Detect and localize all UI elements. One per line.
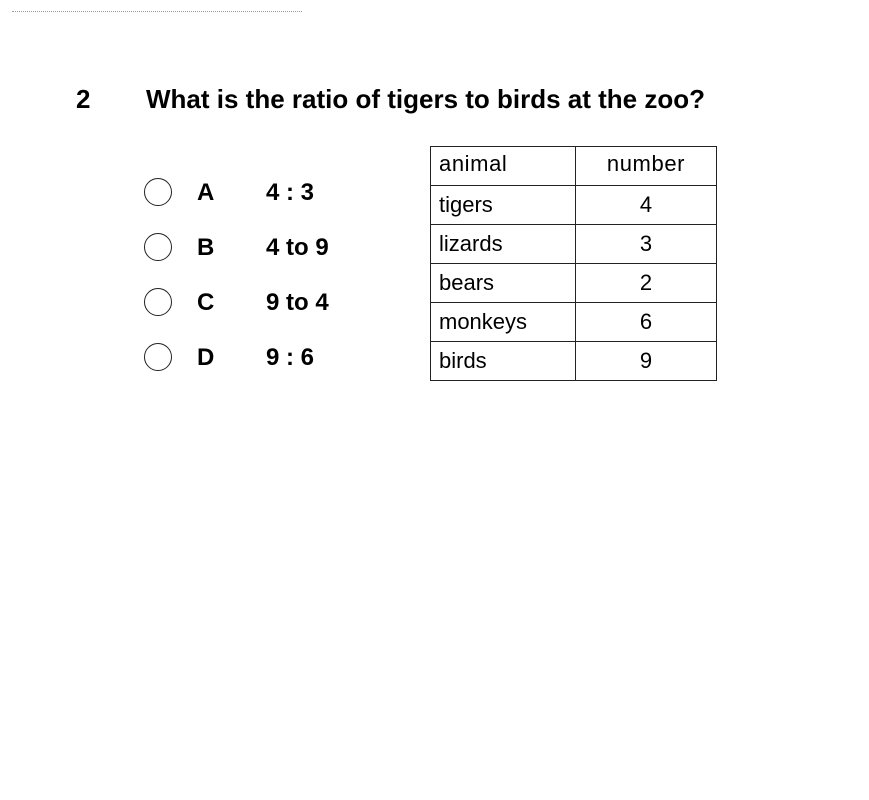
cell-animal: bears xyxy=(431,264,576,303)
cell-animal: tigers xyxy=(431,186,576,225)
table-row xyxy=(431,225,717,264)
table-row xyxy=(431,264,717,303)
answer-bubble-c[interactable] xyxy=(144,288,172,316)
table-header-row xyxy=(431,147,717,186)
choice-value-c: 9 to 4 xyxy=(266,289,329,316)
header-number: number xyxy=(576,147,717,186)
table-row xyxy=(431,342,717,381)
choice-letter-c: C xyxy=(197,289,215,316)
choice-letter-d: D xyxy=(197,344,215,371)
choice-d[interactable] xyxy=(144,342,374,376)
cell-animal: lizards xyxy=(431,225,576,264)
header-divider xyxy=(12,11,302,12)
choice-b[interactable] xyxy=(144,232,374,266)
cell-number: 4 xyxy=(576,186,717,225)
choice-letter-a: A xyxy=(197,179,215,206)
cell-animal: monkeys xyxy=(431,303,576,342)
cell-number: 9 xyxy=(576,342,717,381)
choice-value-a: 4 : 3 xyxy=(266,179,315,206)
choice-letter-b: B xyxy=(197,234,215,261)
cell-number: 3 xyxy=(576,225,717,264)
answer-bubble-d[interactable] xyxy=(144,343,172,371)
header-animal: animal xyxy=(431,147,576,186)
cell-number: 2 xyxy=(576,264,717,303)
cell-number: 6 xyxy=(576,303,717,342)
answer-bubble-a[interactable] xyxy=(144,178,172,206)
table-row xyxy=(431,303,717,342)
answer-bubble-b[interactable] xyxy=(144,233,172,261)
question-text: What is the ratio of tigers to birds at the zoo? xyxy=(146,84,706,114)
choice-value-d: 9 : 6 xyxy=(266,344,315,371)
cell-animal: birds xyxy=(431,342,576,381)
choice-c[interactable] xyxy=(144,287,374,321)
question-number: 2 xyxy=(76,84,91,114)
animal-count-table xyxy=(430,146,717,381)
choice-value-b: 4 to 9 xyxy=(266,234,329,261)
table-row xyxy=(431,186,717,225)
choice-a[interactable] xyxy=(144,177,374,211)
